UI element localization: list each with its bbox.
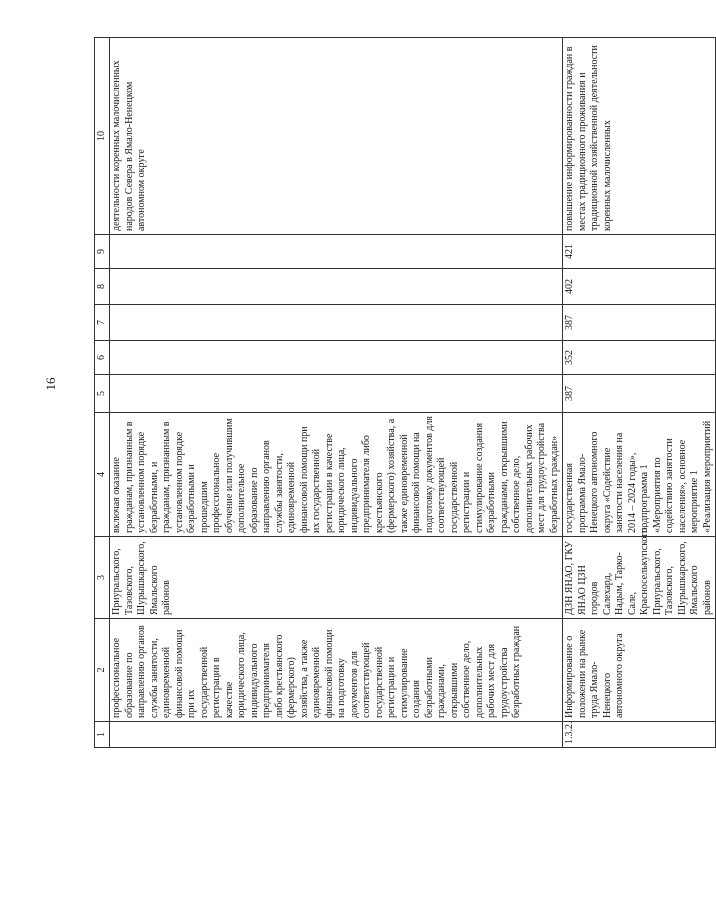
table-landscape [94, 38, 713, 748]
cell-value-8 [110, 269, 563, 305]
cell-value-7: 387 [563, 305, 716, 341]
cell-funding-source: государственная программа Ямало-Ненецкого автономного округа «Содействие занятости населения на 2014 – 2024 годы», подпрограмма 1 «Мероприятия по содействию занятости населения», основное мероприятие 1 «Реализация мероприятий [563, 413, 716, 537]
table-viewport [94, 38, 713, 748]
col-header-5: 5 [95, 375, 110, 413]
cell-value-9 [110, 235, 563, 269]
col-header-1: 1 [95, 722, 110, 748]
cell-measure: Информирование о положении на рынке труда Ямало-Ненецкого автономного округа [563, 619, 716, 722]
cell-executors: ДЗН ЯНАО, ГКУ ЯНАО ЦЗН городов Салехард, Надым, Тарко-Сале, Красноселькупского, Приуральского, Тазовского, Шурышкарского, Ямальского районов [563, 537, 716, 619]
cell-result: деятельности коренных малочисленных народов Севера в Ямало-Ненецком автономном округе [110, 38, 563, 235]
col-header-6: 6 [95, 341, 110, 375]
col-header-10: 10 [95, 38, 110, 235]
table-row [110, 38, 563, 748]
col-header-3: 3 [95, 537, 110, 619]
col-header-7: 7 [95, 305, 110, 341]
cell-value-7 [110, 305, 563, 341]
cell-value-6 [110, 341, 563, 375]
col-header-9: 9 [95, 235, 110, 269]
page-number: 16 [43, 377, 58, 391]
cell-value-9: 421 [563, 235, 716, 269]
col-header-4: 4 [95, 413, 110, 537]
cell-value-6: 352 [563, 341, 716, 375]
col-header-8: 8 [95, 269, 110, 305]
cell-number [110, 722, 563, 748]
measures-table [94, 37, 716, 748]
table-row [563, 38, 716, 748]
cell-value-5: 387 [563, 375, 716, 413]
header-row [95, 38, 110, 748]
cell-funding-source: включая оказание гражданам, признанным в установленном порядке безработными, и гражданам, признанным в установленном порядке безработными и прошедшим профессиональное обучение или получившим дополнительное образование по направлению органов службы занятости, единовременной финансовой помощи при их государственной регистрации в качестве юридического лица, индивидуального предпринимателя либо крестьянского (фермерского) хозяйства, а также единовременной финансовой помощи на подготовку документов для соответствующей государственной регистрации и стимулирование создания безработными гражданами, открывшими собственное дело, дополнительных рабочих мест для трудоустройства безработных граждан» [110, 413, 563, 537]
cell-executors: Приуральского, Тазовского, Шурышкарского, Ямальского районов [110, 537, 563, 619]
cell-result: повышение информированности граждан в местах традиционного проживания и традиционной хозяйственной деятельности коренных малочисленных [563, 38, 716, 235]
cell-number: 1.3.2. [563, 722, 716, 748]
col-header-2: 2 [95, 619, 110, 722]
cell-value-8: 402 [563, 269, 716, 305]
cell-value-5 [110, 375, 563, 413]
cell-measure: профессиональное образование по направлению органов службы занятости, единовременной финансовой помощи при их государственной регистрации в качестве юридического лица, индивидуального предпринимателя либо крестьянского (фермерского) хозяйства, а также единовременной финансовой помощи на подготовку документов для соответствующей государственной регистрации и стимулирование создания безработными гражданами, открывшими собственное дело, дополнительных рабочих мест для трудоустройства безработных граждан [110, 619, 563, 722]
